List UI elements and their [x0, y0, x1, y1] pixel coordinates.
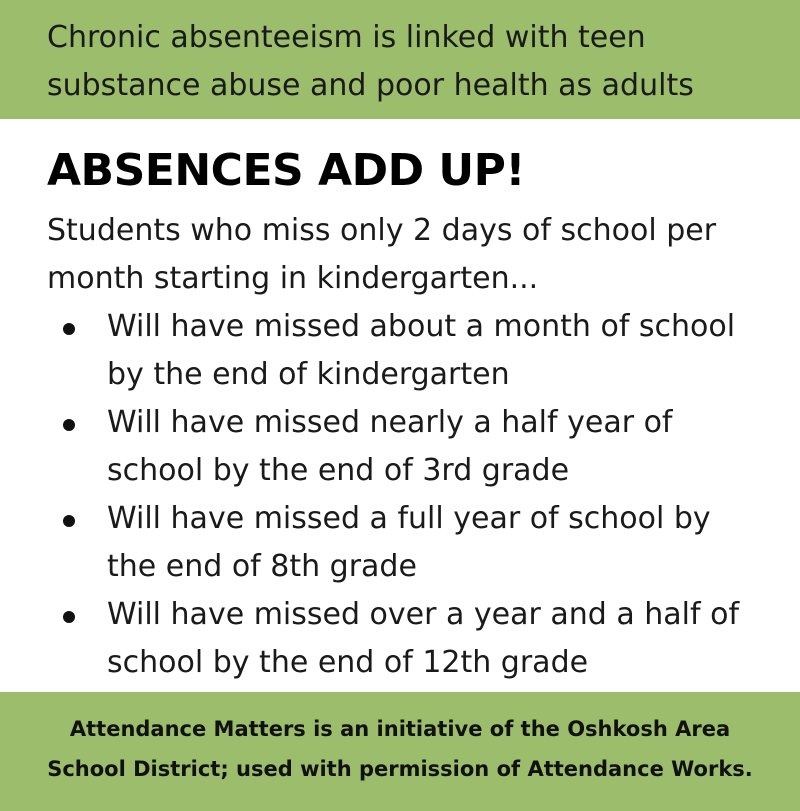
bullet-list — [47, 303, 766, 687]
list-item-text: Will have missed over a year and a half of school by the end of 12th grade — [107, 597, 740, 680]
list-item — [47, 591, 766, 687]
bullet-icon — [63, 323, 75, 335]
list-item — [47, 303, 766, 399]
banner-statement: Chronic absenteeism is linked with teen substance abuse and poor health as adults — [47, 20, 694, 103]
list-item-text: Will have missed nearly a half year of school by the end of 3rd grade — [107, 405, 673, 488]
bullet-icon — [63, 515, 75, 527]
list-item-text: Will have missed a full year of school by the end of 8th grade — [107, 501, 711, 584]
bullet-icon — [63, 419, 75, 431]
top-banner — [0, 0, 800, 119]
list-item-text: Will have missed about a month of school by the end of kindergarten — [107, 309, 736, 392]
footer-credit: Attendance Matters is an initiative of the Oshkosh Area School District; used with permission of Attendance Works. — [47, 717, 753, 781]
page-title: ABSENCES ADD UP! — [47, 145, 525, 196]
intro-text: Students who miss only 2 days of school per month starting in kindergarten... — [47, 213, 717, 296]
list-item — [47, 495, 766, 591]
main-content — [0, 119, 800, 692]
bullet-icon — [63, 611, 75, 623]
list-item — [47, 399, 766, 495]
footer-banner — [0, 692, 800, 811]
